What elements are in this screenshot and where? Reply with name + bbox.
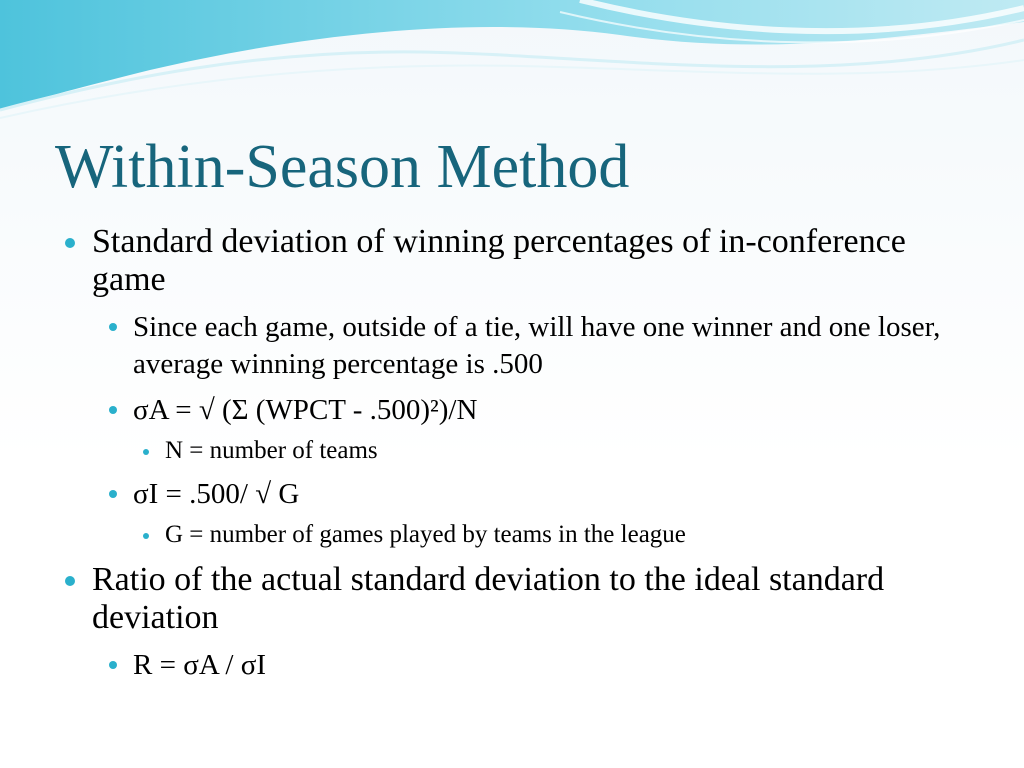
bullet-sigma-i-formula xyxy=(133,476,973,513)
bullet-r-formula xyxy=(133,647,973,684)
bullet-text: Ratio of the actual standard deviation to the ideal standard deviation xyxy=(92,561,885,636)
bullet-sigma-a-formula xyxy=(133,392,973,429)
bullet-dot-icon xyxy=(143,533,149,539)
bullet-dot-icon xyxy=(109,490,117,498)
bullet-text: σI = .500/ √ G xyxy=(133,478,300,510)
bullet-n-definition xyxy=(165,436,985,466)
bullet-text: Standard deviation of winning percentages of in-conference game xyxy=(92,223,906,298)
header-wave-decoration xyxy=(0,0,1024,130)
bullet-dot-icon xyxy=(109,323,117,331)
bullet-text: G = number of games played by teams in the league xyxy=(165,521,686,548)
bullet-g-definition xyxy=(165,520,985,550)
bullet-ratio xyxy=(92,561,972,637)
slide-title: Within-Season Method xyxy=(55,133,630,201)
bullet-average-explanation xyxy=(133,309,973,383)
bullet-text: R = σA / σI xyxy=(133,649,267,681)
bullet-dot-icon xyxy=(109,661,117,669)
bullet-dot-icon xyxy=(65,576,75,586)
bullet-text: σA = √ (Σ (WPCT - .500)²)/N xyxy=(133,394,478,426)
bullet-dot-icon xyxy=(109,406,117,414)
bullet-text: Since each game, outside of a tie, will have one winner and one loser, average winning percentage is .500 xyxy=(133,311,941,380)
bullet-dot-icon xyxy=(65,238,75,248)
bullet-text: N = number of teams xyxy=(165,437,378,464)
bullet-standard-deviation xyxy=(92,223,972,299)
bullet-dot-icon xyxy=(143,449,149,455)
